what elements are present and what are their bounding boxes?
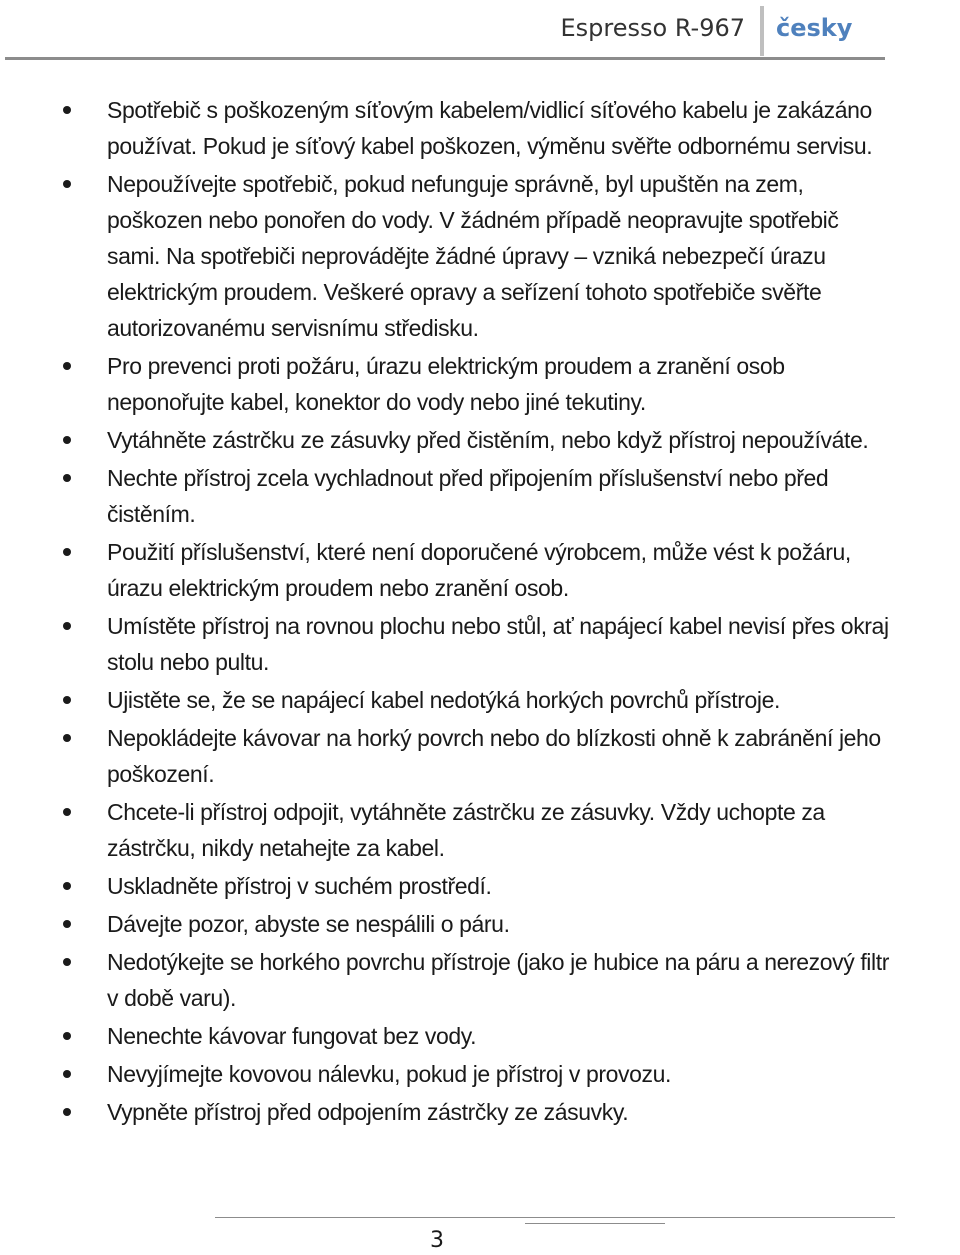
bullet-icon xyxy=(63,548,71,556)
list-item xyxy=(0,348,960,420)
list-item xyxy=(0,608,960,680)
bullet-icon xyxy=(63,436,71,444)
page-header xyxy=(0,0,960,62)
list-item-text: Nepokládejte kávovar na horký povrch nebo do blízkosti ohně k zabránění jeho poškození. xyxy=(107,725,881,787)
header-separator xyxy=(760,6,764,56)
list-item xyxy=(0,720,960,792)
bullet-icon xyxy=(63,696,71,704)
list-item-text: Umístěte přístroj na rovnou plochu nebo stůl, ať napájecí kabel nevisí přes okraj stolu nebo pultu. xyxy=(107,613,889,675)
list-item xyxy=(0,868,960,904)
bullet-icon xyxy=(63,1108,71,1116)
bullet-icon xyxy=(63,734,71,742)
header-rule xyxy=(5,57,885,60)
bullet-icon xyxy=(63,882,71,890)
list-item-text: Vypněte přístroj před odpojením zástrčky ze zásuvky. xyxy=(107,1099,629,1125)
bullet-list xyxy=(0,92,960,1130)
bullet-icon xyxy=(63,1032,71,1040)
bullet-icon xyxy=(63,362,71,370)
bullet-icon xyxy=(63,958,71,966)
list-item xyxy=(0,944,960,1016)
footer-rule xyxy=(215,1217,895,1218)
list-item xyxy=(0,166,960,346)
bullet-icon xyxy=(63,474,71,482)
list-item xyxy=(0,92,960,164)
list-item-text: Chcete-li přístroj odpojit, vytáhněte zástrčku ze zásuvky. Vždy uchopte za zástrčku, nikdy netahejte za kabel. xyxy=(107,799,825,861)
list-item xyxy=(0,794,960,866)
list-item-text: Nechte přístroj zcela vychladnout před připojením příslušenství nebo před čistěním. xyxy=(107,465,829,527)
bullet-icon xyxy=(63,808,71,816)
bullet-icon xyxy=(63,920,71,928)
list-item-text: Nepoužívejte spotřebič, pokud nefunguje správně, byl upuštěn na zem, poškozen nebo ponořen do vody. V žádném případě neopravujte spotřebič sami. Na spotřebiči neprovádějte žádné úpravy – vzniká nebezpečí úrazu elektrickým proudem. Veškeré opravy a seřízení tohoto spotřebiče svěřte autorizovanému servisnímu středisku. xyxy=(107,171,839,341)
list-item xyxy=(0,1018,960,1054)
list-item-text: Uskladněte přístroj v suchém prostředí. xyxy=(107,873,492,899)
bullet-icon xyxy=(63,106,71,114)
list-item xyxy=(0,1094,960,1130)
safety-instructions xyxy=(0,92,960,1132)
list-item-text: Nedotýkejte se horkého povrchu přístroje (jako je hubice na páru a nerezový filtr v době varu). xyxy=(107,949,889,1011)
list-item-text: Ujistěte se, že se napájecí kabel nedotýká horkých povrchů přístroje. xyxy=(107,687,780,713)
list-item xyxy=(0,422,960,458)
list-item xyxy=(0,906,960,942)
list-item xyxy=(0,534,960,606)
list-item-text: Nevyjímejte kovovou nálevku, pokud je přístroj v provozu. xyxy=(107,1061,671,1087)
footer-rule-short xyxy=(525,1223,665,1224)
bullet-icon xyxy=(63,180,71,188)
list-item-text: Dávejte pozor, abyste se nespálili o páru. xyxy=(107,911,510,937)
list-item-text: Vytáhněte zástrčku ze zásuvky před čistěním, nebo když přístroj nepoužíváte. xyxy=(107,427,869,453)
bullet-icon xyxy=(63,622,71,630)
list-item xyxy=(0,1056,960,1092)
list-item-text: Použití příslušenství, které není doporučené výrobcem, může vést k požáru, úrazu elektrickým proudem nebo zranění osob. xyxy=(107,539,851,601)
list-item xyxy=(0,460,960,532)
header-model-title: Espresso R-967 xyxy=(560,14,745,42)
list-item-text: Spotřebič s poškozeným síťovým kabelem/vidlicí síťového kabelu je zakázáno používat. Pokud je síťový kabel poškozen, výměnu svěřte odbornému servisu. xyxy=(107,97,873,159)
list-item-text: Pro prevenci proti požáru, úrazu elektrickým proudem a zranění osob neponořujte kabel, konektor do vody nebo jiné tekutiny. xyxy=(107,353,785,415)
list-item-text: Nenechte kávovar fungovat bez vody. xyxy=(107,1023,477,1049)
page-number: 3 xyxy=(430,1228,444,1253)
list-item xyxy=(0,682,960,718)
bullet-icon xyxy=(63,1070,71,1078)
header-language-label: česky xyxy=(776,14,853,42)
